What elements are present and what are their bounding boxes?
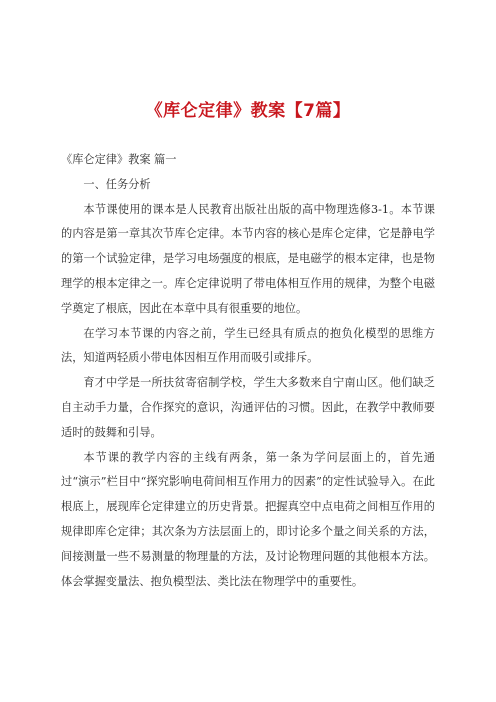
paragraph: 本节课的教学内容的主线有两条，第一条为学问层面上的，首先通过“演示”栏目中“探究影响电荷间相互作用力的因素”的定性试验导入。在此根底上，展现库仑定律建立的历史背景。把握真空中点电荷之间相互作用的规律即库仑定律；其次条为方法层面上的，即讨论多个量之间关系的方法，间接测量一些不易测量的物理量的方法，及讨论物理问题的其他根本方法。体会掌握变量法、抱负模型法、类比法在物理学中的重要性。 (61, 450, 435, 588)
document-body (61, 148, 435, 594)
paragraph: 本节课使用的课本是人民教育出版社出版的高中物理选修3-1。本节课的内容是第一章其次节库仑定律。本节内容的核心是库仑定律，它是静电学的第一个试验定律，是学习电场强度的根底，是电磁学的根本定律，也是物理学的根本定律之一。库仑定律说明了带电体相互作用的规律，为整个电磁学奠定了根底，因此在本章中具有很重要的地位。 (61, 202, 435, 315)
section-heading: 《库仑定律》教案 篇一 (61, 153, 177, 166)
paragraph: 在学习本节课的内容之前，学生已经具有质点的抱负化模型的思维方法，知道两轻质小带电体因相互作用而吸引或排斥。 (61, 326, 435, 365)
paragraph: 育才中学是一所扶贫寄宿制学校，学生大多数来自宁南山区。他们缺乏自主动手力量，合作探究的意识，沟通评估的习惯。因此，在教学中教师要适时的鼓舞和引导。 (61, 376, 435, 439)
document-title: 《库仑定律》教案【7篇】 (145, 101, 351, 121)
subheading: 一、任务分析 (83, 177, 151, 191)
